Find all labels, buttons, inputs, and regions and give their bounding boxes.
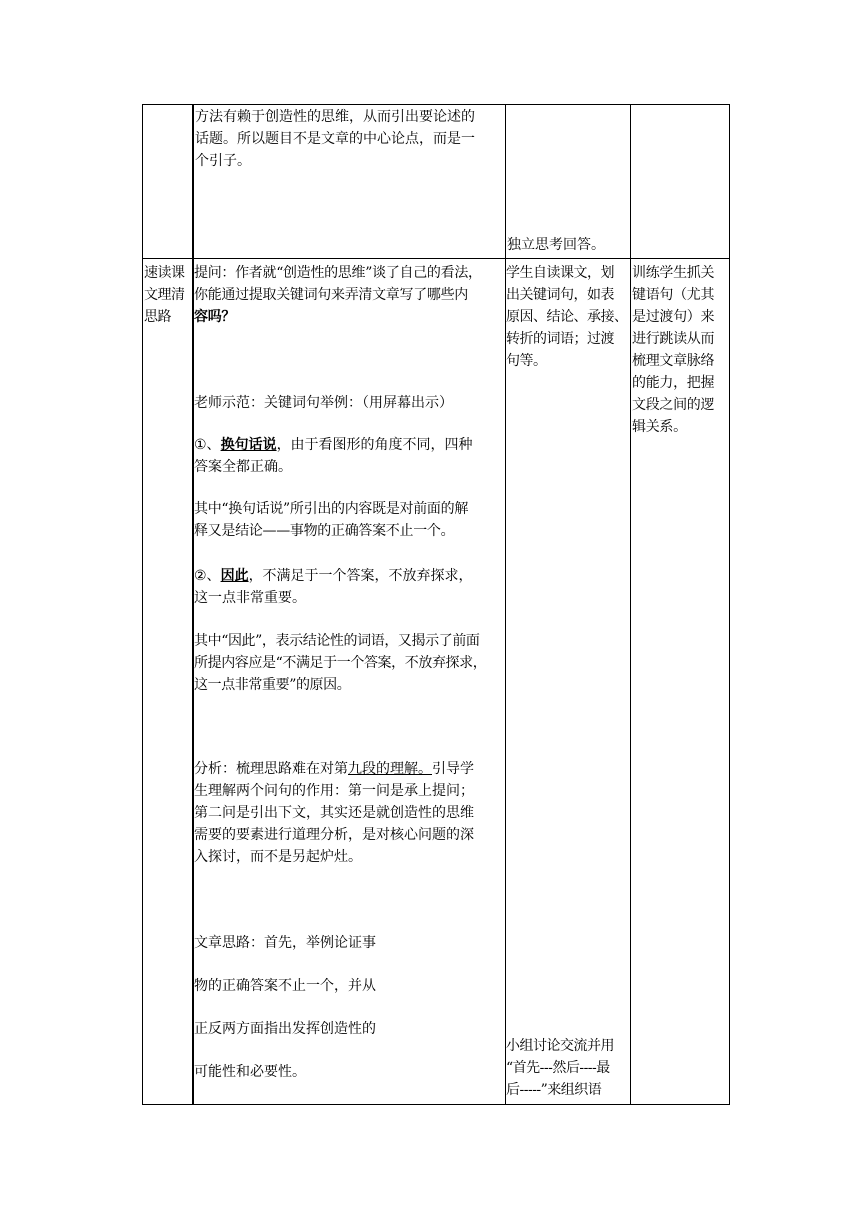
- student-line: 后-----”来组织语: [506, 1082, 602, 1098]
- question-line: 你能通过提取关键词句来弄清文章写了哪些内: [194, 287, 468, 303]
- note-line: 这一点非常重要”的原因。: [194, 677, 351, 693]
- thinking-line: 物的正确答案不止一个，并从: [194, 978, 376, 994]
- design-intent-cell: [632, 262, 728, 438]
- demo-line: [194, 392, 506, 414]
- analysis-text: 引导学: [432, 761, 474, 777]
- analysis-line: 生理解两个问句的作用：第一问是承上提问；: [194, 783, 474, 799]
- row1-content-line: 个引子。: [195, 153, 251, 169]
- student-line: 出关键词句，如表: [506, 287, 614, 303]
- intent-line: 进行跳读从而: [632, 331, 715, 347]
- row1-content-cell: [195, 106, 505, 172]
- example-1-note: [194, 498, 506, 542]
- student-line: 学生自读课文，划: [506, 265, 614, 281]
- student-activity-cell: [506, 262, 630, 372]
- note-line: 其中“换句话说”所引出的内容既是对前面的解: [194, 501, 469, 517]
- student-line: 转折的词语；过渡: [506, 331, 614, 347]
- column-divider-3: [630, 105, 631, 1104]
- analysis-underlined: 九段的理解。: [348, 761, 432, 777]
- row1-student-cell: [507, 234, 629, 256]
- row1-student-text: 独立思考回答。: [507, 237, 605, 253]
- thinking-line: 文章思路：首先，举例论证事: [194, 935, 376, 951]
- example-marker: ①、: [194, 437, 221, 453]
- example-2-note: [194, 630, 506, 696]
- thinking-line: 可能性和必要性。: [194, 1064, 306, 1080]
- intent-line: 辑关系。: [632, 419, 687, 435]
- key-phrase: 换句话说: [220, 437, 277, 453]
- analysis-text: 分析：梳理思路难在对第: [194, 761, 348, 777]
- row2-phase-cell: [144, 262, 192, 328]
- row1-content-line: 方法有赖于创造性的思维，从而引出要论述的: [195, 109, 475, 125]
- intent-line: 的能力，把握: [632, 375, 715, 391]
- thinking-line: 正反两方面指出发挥创造性的: [194, 1021, 376, 1037]
- phase-line: 速读课: [144, 265, 185, 281]
- analysis-block: [194, 758, 506, 868]
- intent-line: 训练学生抓关: [632, 265, 715, 281]
- example-text: 这一点非常重要。: [194, 590, 306, 606]
- lesson-plan-table: [142, 104, 730, 1105]
- phase-line: 思路: [144, 309, 171, 325]
- analysis-line: 需要的要素进行道理分析，是对核心问题的深: [194, 827, 474, 843]
- student-discussion-cell: [506, 1035, 630, 1101]
- student-line: 句等。: [506, 353, 547, 369]
- note-line: 所提内容应是“不满足于一个答案，不放弃探求，: [194, 655, 487, 671]
- example-1: [194, 434, 506, 478]
- row1-content-line: 话题。所以题目不是文章的中心论点，而是一: [195, 131, 475, 147]
- row-divider: [142, 258, 730, 259]
- question-line: 容吗？: [194, 309, 236, 325]
- analysis-line: 第二问是引出下文，其实还是就创造性的思维: [194, 805, 474, 821]
- key-phrase: 因此: [220, 568, 249, 584]
- example-text: ，不满足于一个答案，不放弃探求，: [248, 568, 473, 584]
- intent-line: 是过渡句）来: [632, 309, 715, 325]
- intent-line: 键语句（尤其: [632, 287, 715, 303]
- analysis-line: 入探讨，而不是另起炉灶。: [194, 849, 362, 865]
- student-line: “首先---然后----最: [506, 1060, 610, 1076]
- demo-text: 老师示范：关键词句举例：（用屏幕出示）: [194, 395, 453, 411]
- intent-line: 文段之间的逻: [632, 397, 715, 413]
- question-line: 提问：作者就“创造性的思维”谈了自己的看法，: [194, 265, 482, 281]
- note-line: 其中“因此”，表示结论性的词语，又揭示了前面: [194, 633, 480, 649]
- table-border-left: [142, 105, 143, 1104]
- example-2: [194, 565, 506, 609]
- student-line: 小组讨论交流并用: [506, 1038, 614, 1054]
- table-border-right: [729, 105, 730, 1104]
- intent-line: 梳理文章脉络: [632, 353, 715, 369]
- student-line: 原因、结论、承接、: [506, 309, 628, 325]
- question-block: [194, 262, 506, 328]
- example-text: ，由于看图形的角度不同，四种: [276, 437, 473, 453]
- example-marker: ②、: [194, 568, 221, 584]
- note-line: 释又是结论——事物的正确答案不止一个。: [194, 523, 455, 539]
- phase-line: 文理清: [144, 287, 185, 303]
- thinking-block: [194, 932, 506, 1083]
- example-text: 答案全都正确。: [194, 459, 292, 475]
